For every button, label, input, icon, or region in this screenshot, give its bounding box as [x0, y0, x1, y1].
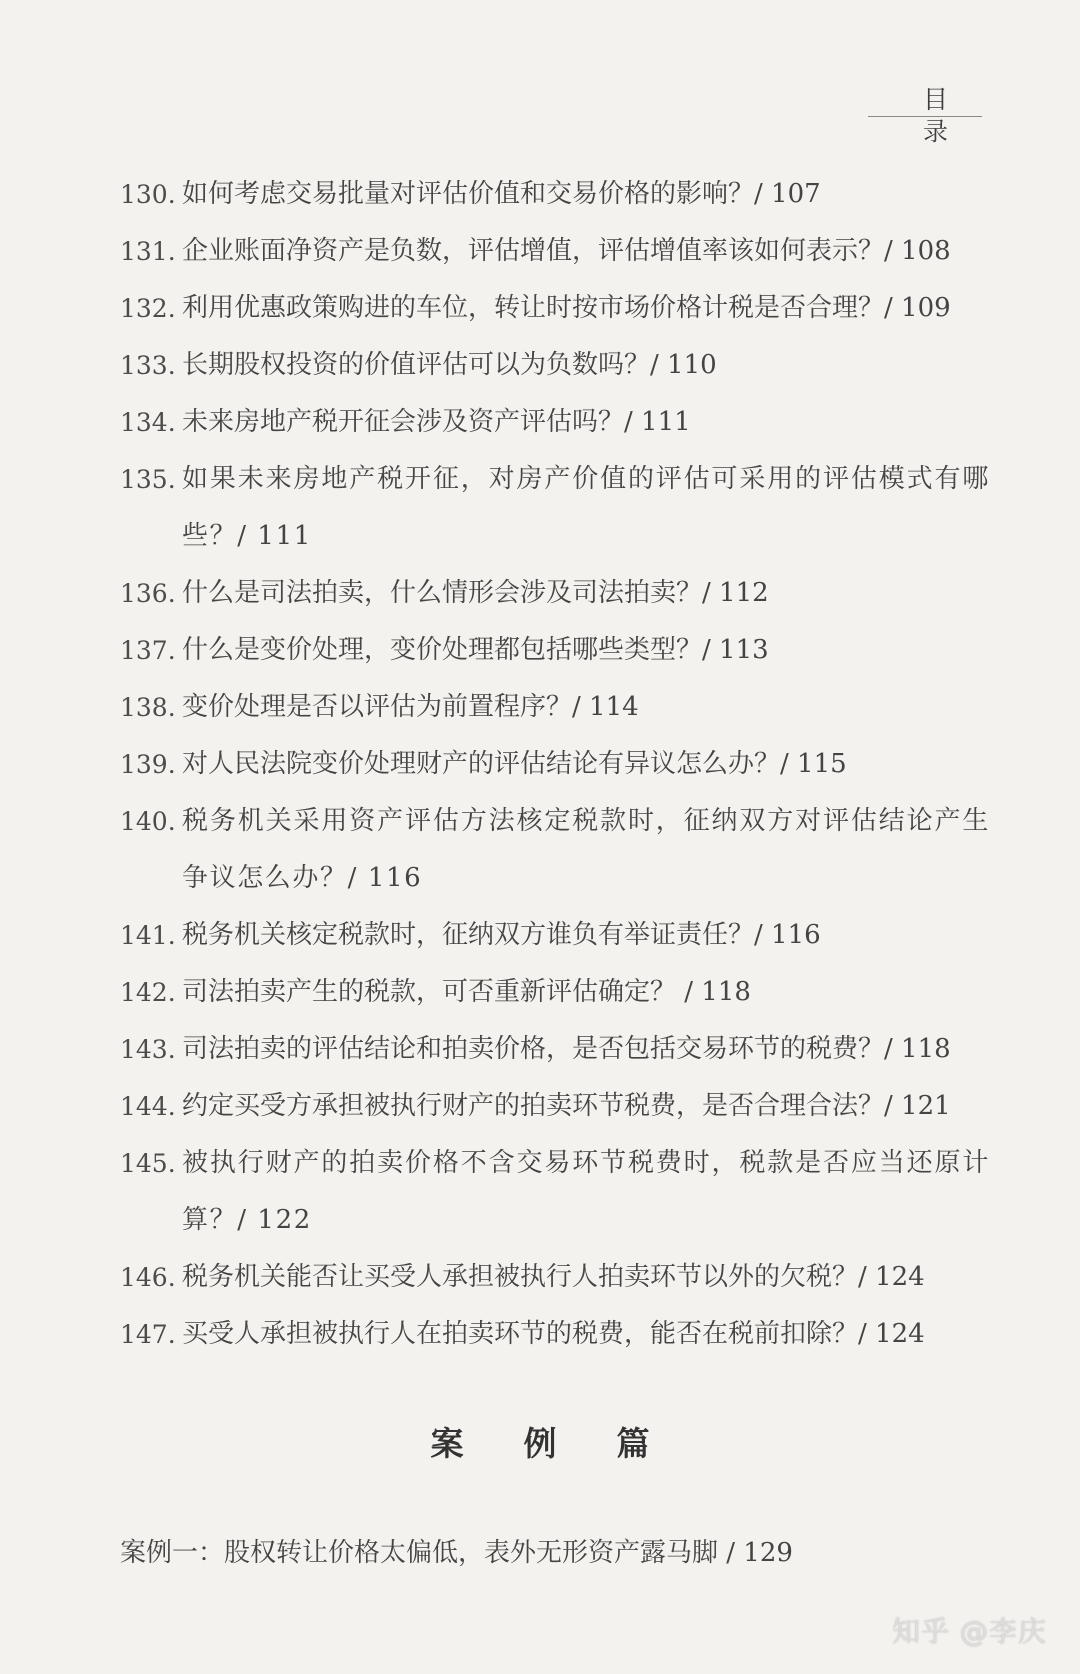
- toc-list: [120, 166, 990, 1363]
- toc-item-title: 约定买受方承担被执行财产的拍卖环节税费，是否合理合法？/ 121: [182, 1091, 951, 1121]
- toc-item-title: 未来房地产税开征会涉及资产评估吗？/ 111: [182, 407, 691, 437]
- toc-item-title: 司法拍卖产生的税款，可否重新评估确定？ / 118: [182, 977, 751, 1007]
- toc-item-number: 141.: [120, 921, 176, 950]
- toc-item-number: 147.: [120, 1320, 176, 1349]
- toc-item-number: 140.: [120, 807, 176, 836]
- toc-item: [120, 166, 990, 223]
- toc-item: [120, 793, 990, 907]
- toc-item-number: 134.: [120, 408, 176, 437]
- toc-item-number: 135.: [120, 465, 176, 494]
- toc-item-number: 144.: [120, 1092, 176, 1121]
- toc-item-number: 142.: [120, 978, 176, 1007]
- toc-item: [120, 736, 990, 793]
- toc-item: [120, 1249, 990, 1306]
- toc-item-title: 对人民法院变价处理财产的评估结论有异议怎么办？/ 115: [182, 749, 847, 779]
- toc-item-title: 长期股权投资的价值评估可以为负数吗？/ 110: [182, 350, 717, 380]
- case-item: 案例一：股权转让价格太偏低，表外无形资产露马脚 / 129: [120, 1538, 793, 1568]
- toc-item-title: 税务机关能否让买受人承担被执行人拍卖环节以外的欠税？/ 124: [182, 1262, 925, 1292]
- running-header: 目录: [868, 84, 982, 117]
- toc-item-number: 139.: [120, 750, 176, 779]
- toc-item: [120, 1078, 990, 1135]
- toc-item-title: 什么是司法拍卖，什么情形会涉及司法拍卖？/ 112: [182, 578, 769, 608]
- toc-item-number: 137.: [120, 636, 176, 665]
- toc-item: [120, 964, 990, 1021]
- watermark: 知乎 @李庆: [892, 1615, 1047, 1648]
- toc-item-title: 利用优惠政策购进的车位，转让时按市场价格计税是否合理？/ 109: [182, 293, 951, 323]
- toc-item-title: 税务机关核定税款时，征纳双方谁负有举证责任？/ 116: [182, 920, 821, 950]
- toc-item-number: 133.: [120, 351, 176, 380]
- toc-item-number: 132.: [120, 294, 176, 323]
- toc-item-number: 138.: [120, 693, 176, 722]
- toc-item-number: 143.: [120, 1035, 176, 1064]
- toc-item: [120, 451, 990, 565]
- toc-item-number: 145.: [120, 1149, 176, 1178]
- toc-item: [120, 223, 990, 280]
- toc-item: [120, 337, 990, 394]
- section-title: 案例篇: [430, 1424, 710, 1463]
- toc-item-title: 如何考虑交易批量对评估价值和交易价格的影响？/ 107: [182, 179, 821, 209]
- toc-item-title: 买受人承担被执行人在拍卖环节的税费，能否在税前扣除？/ 124: [182, 1319, 925, 1349]
- toc-item-number: 131.: [120, 237, 176, 266]
- toc-item: [120, 907, 990, 964]
- toc-item: [120, 679, 990, 736]
- toc-item: [120, 565, 990, 622]
- toc-item-number: 130.: [120, 180, 176, 209]
- toc-item-title: 变价处理是否以评估为前置程序？/ 114: [182, 692, 639, 722]
- toc-item: [120, 622, 990, 679]
- toc-item: [120, 280, 990, 337]
- toc-item-title: 被执行财产的拍卖价格不含交易环节税费时，税款是否应当还原计算？/ 122: [182, 1148, 990, 1235]
- toc-item-title: 企业账面净资产是负数，评估增值，评估增值率该如何表示？/ 108: [182, 236, 951, 266]
- toc-item-number: 146.: [120, 1263, 176, 1292]
- toc-item-title: 什么是变价处理，变价处理都包括哪些类型？/ 113: [182, 635, 769, 665]
- toc-item-number: 136.: [120, 579, 176, 608]
- toc-item: [120, 1135, 990, 1249]
- toc-item: [120, 1021, 990, 1078]
- toc-item-title: 如果未来房地产税开征，对房产价值的评估可采用的评估模式有哪些？/ 111: [182, 464, 990, 551]
- toc-item-title: 税务机关采用资产评估方法核定税款时，征纳双方对评估结论产生争议怎么办？/ 116: [182, 806, 990, 893]
- toc-item: [120, 1306, 990, 1363]
- toc-item: [120, 394, 990, 451]
- toc-item-title: 司法拍卖的评估结论和拍卖价格，是否包括交易环节的税费？/ 118: [182, 1034, 951, 1064]
